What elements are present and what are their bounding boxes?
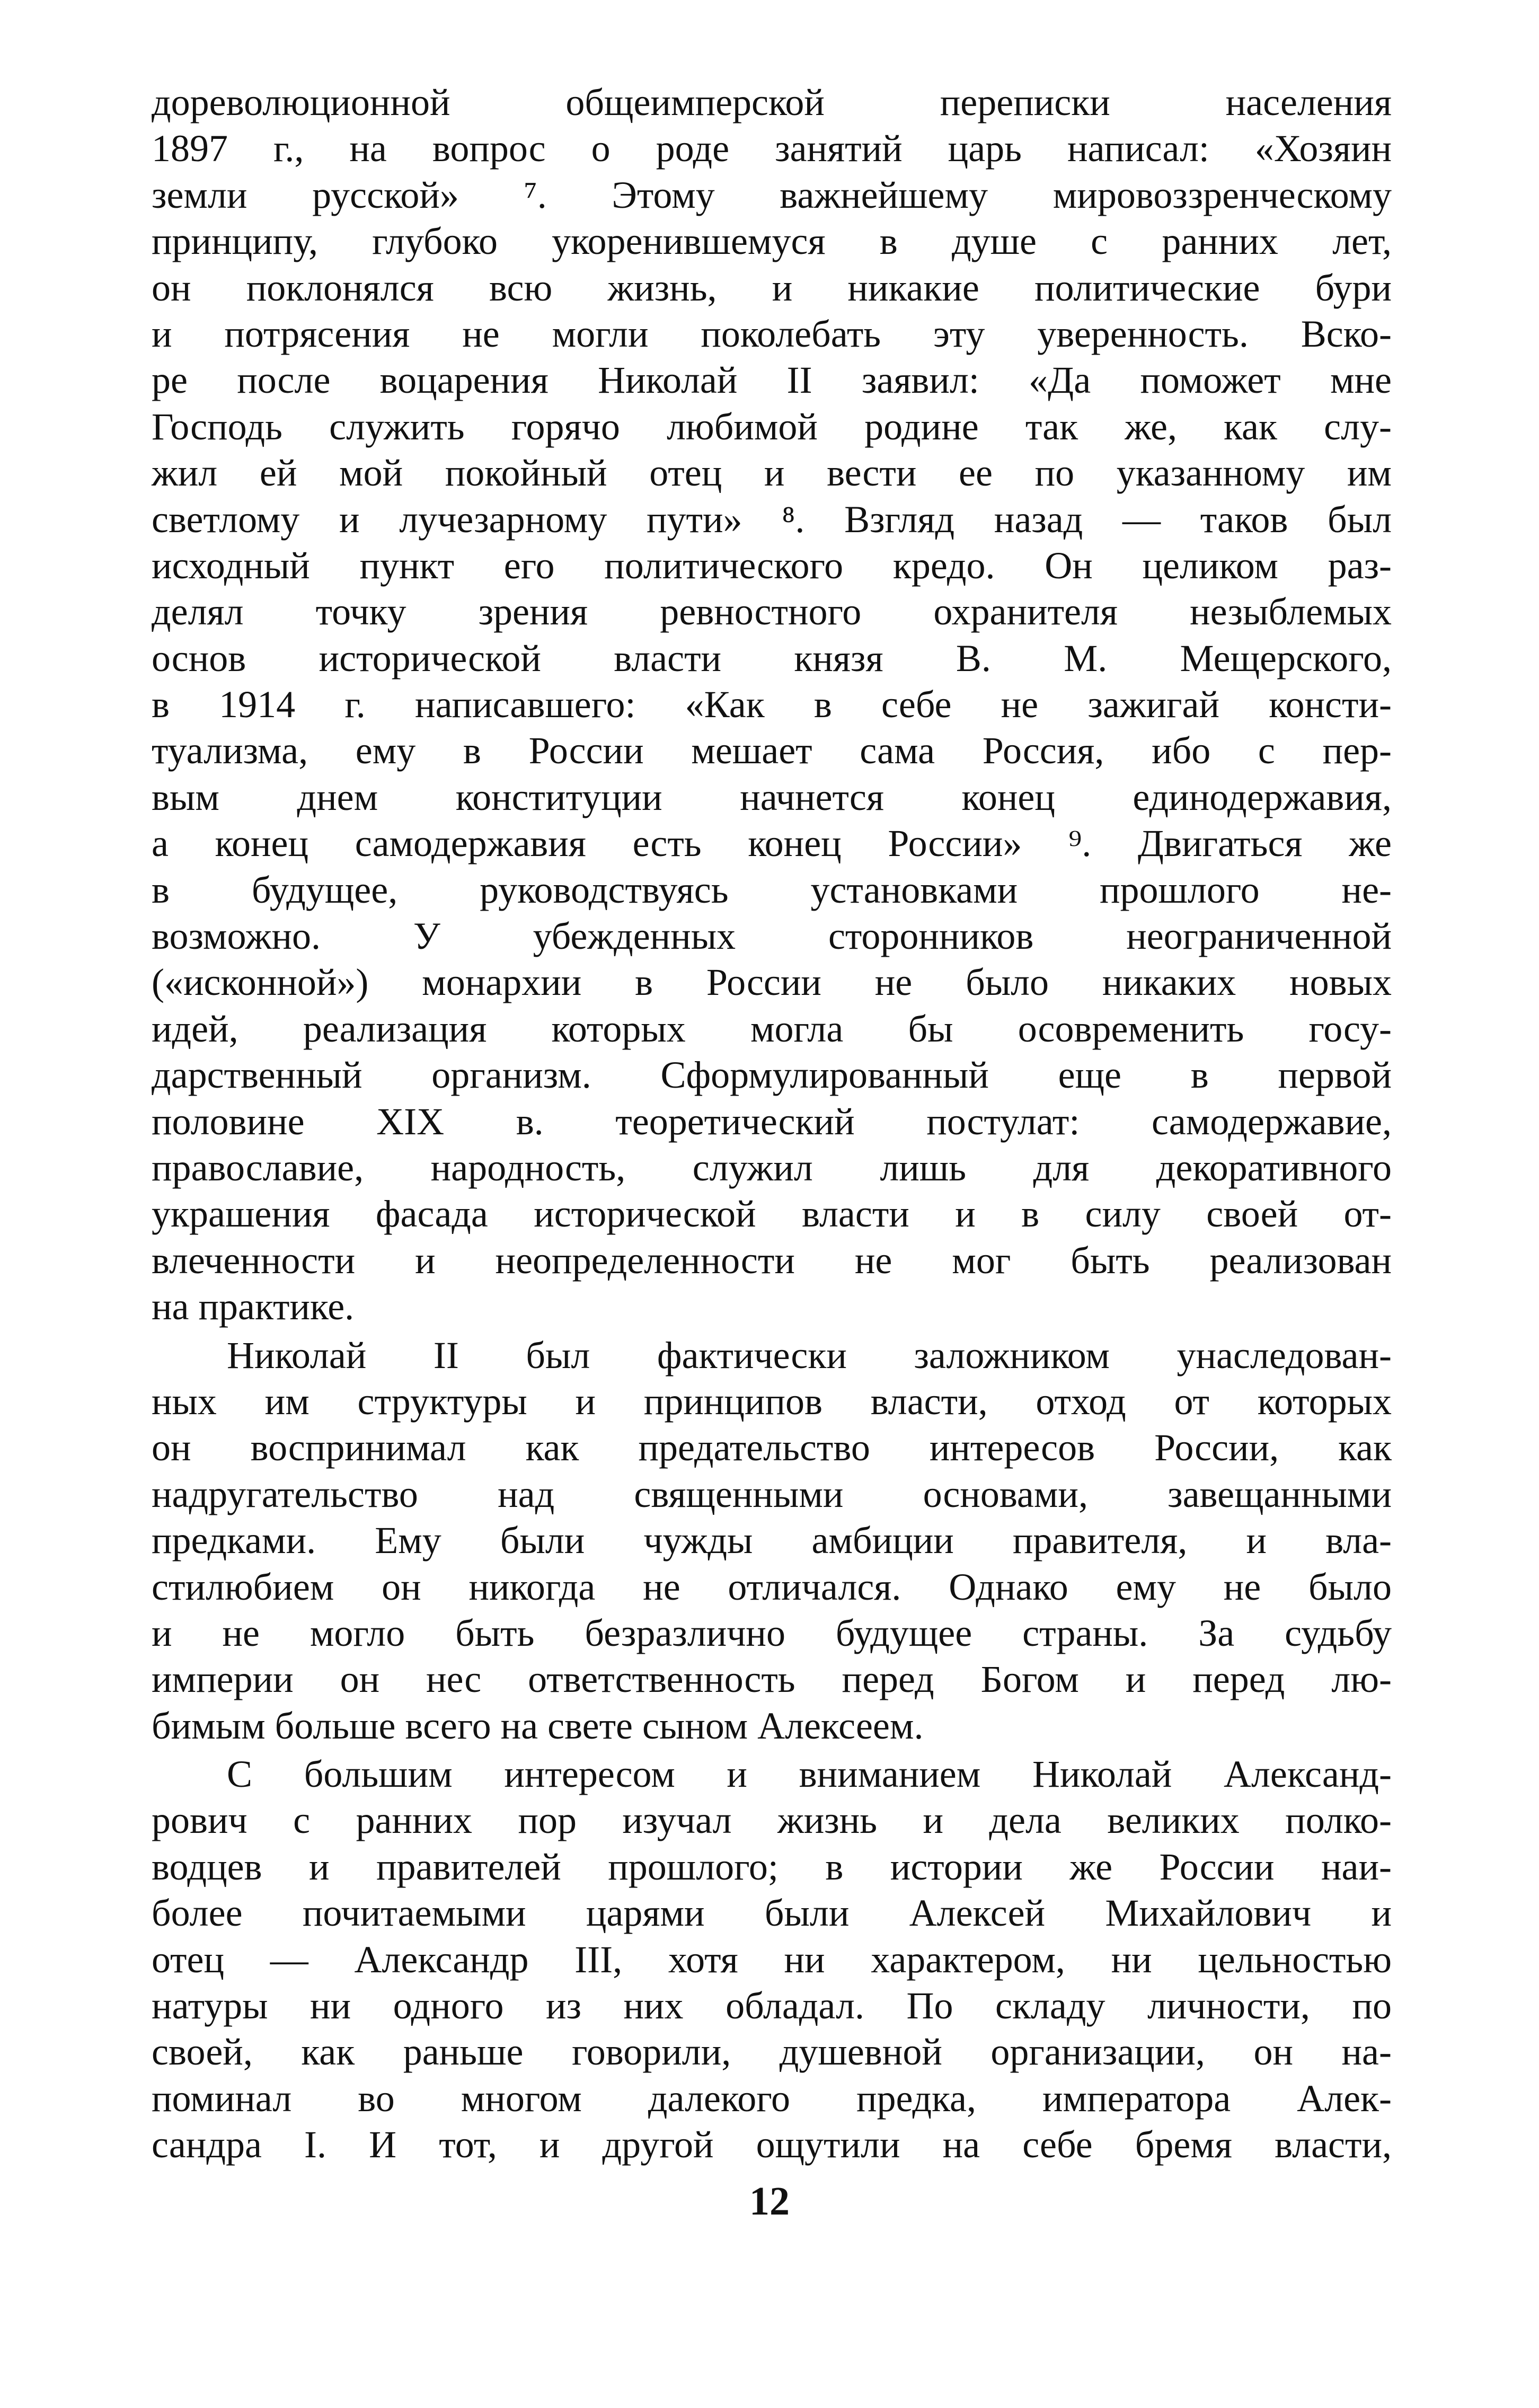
paragraph-1 bbox=[152, 80, 1392, 1330]
text-line: С большим интересом и вниманием Николай Александ- bbox=[227, 1753, 1392, 1796]
text-line: надругательство над священными основами, завещанными bbox=[152, 1472, 1392, 1515]
text-line: влеченности и неопределенности не мог быть реализован bbox=[152, 1239, 1392, 1282]
page-number: 12 bbox=[749, 2179, 790, 2224]
paragraph-2 bbox=[152, 1333, 1392, 1750]
text-line: своей, как раньше говорили, душевной организации, он на- bbox=[152, 2031, 1392, 2074]
text-line: делял точку зрения ревностного охранителя незыблемых bbox=[152, 590, 1392, 633]
paragraph-3 bbox=[152, 1751, 1392, 2168]
text-line: а конец самодержавия есть конец России» ⁹. Двигаться же bbox=[152, 822, 1392, 865]
text-line: идей, реализация которых могла бы осовременить госу- bbox=[152, 1007, 1392, 1050]
text-line: водцев и правителей прошлого; в истории же России наи- bbox=[152, 1845, 1392, 1888]
text-line: половине XIX в. теоретический постулат: самодержавие, bbox=[152, 1100, 1392, 1143]
text-line: 1897 г., на вопрос о роде занятий царь написал: «Хозяин bbox=[152, 127, 1392, 170]
text-line: поминал во многом далекого предка, императора Алек- bbox=[152, 2077, 1392, 2120]
text-line: в 1914 г. написавшего: «Как в себе не зажигай консти- bbox=[152, 683, 1392, 726]
text-line: он поклонялся всю жизнь, и никакие политические бури bbox=[152, 266, 1392, 309]
text-line: и потрясения не могли поколебать эту уверенность. Вско- bbox=[152, 312, 1392, 355]
text-line: Николай II был фактически заложником унаследован- bbox=[227, 1334, 1392, 1377]
text-line: исходный пункт его политического кредо. Он целиком раз- bbox=[152, 544, 1392, 587]
text-line: натуры ни одного из них обладал. По складу личности, по bbox=[152, 1984, 1392, 2027]
text-line: православие, народность, служил лишь для декоративного bbox=[152, 1146, 1392, 1189]
text-line: сандра I. И тот, и другой ощутили на себе бремя власти, bbox=[152, 2123, 1392, 2166]
text-line: светлому и лучезарному пути» ⁸. Взгляд назад — таков был bbox=[152, 498, 1392, 541]
text-line: и не могло быть безразлично будущее страны. За судьбу bbox=[152, 1611, 1392, 1654]
text-line: («исконной») монархии в России не было никаких новых bbox=[152, 961, 1392, 1004]
text-line: украшения фасада исторической власти и в силу своей от- bbox=[152, 1193, 1392, 1236]
text-line: отец — Александр III, хотя ни характером, ни цельностью bbox=[152, 1938, 1392, 1981]
text-line: вым днем конституции начнется конец единодержавия, bbox=[152, 775, 1392, 818]
text-line: на практике. bbox=[152, 1285, 355, 1328]
text-line: дореволюционной общеимперской переписки населения bbox=[152, 81, 1392, 124]
text-line: Господь служить горячо любимой родине так же, как слу- bbox=[152, 405, 1392, 448]
text-line: более почитаемыми царями были Алексей Михайлович и bbox=[152, 1892, 1392, 1935]
text-line: дарственный организм. Сформулированный еще в первой bbox=[152, 1054, 1392, 1097]
text-line: империи он нес ответственность перед Богом и перед лю- bbox=[152, 1658, 1392, 1701]
text-line: рович с ранних пор изучал жизнь и дела великих полко- bbox=[152, 1799, 1392, 1842]
text-line: ных им структуры и принципов власти, отход от которых bbox=[152, 1380, 1392, 1423]
text-line: он воспринимал как предательство интересов России, как bbox=[152, 1426, 1392, 1469]
text-line: принципу, глубоко укоренившемуся в душе с ранних лет, bbox=[152, 220, 1392, 263]
text-line: туализма, ему в России мешает сама Россия, ибо с пер- bbox=[152, 729, 1392, 772]
text-line: ре после воцарения Николай II заявил: «Да поможет мне bbox=[152, 359, 1392, 402]
text-line: возможно. У убежденных сторонников неограниченной bbox=[152, 915, 1392, 958]
text-line: основ исторической власти князя В. М. Мещерского, bbox=[152, 637, 1392, 680]
text-line: стилюбием он никогда не отличался. Однако ему не было bbox=[152, 1565, 1392, 1608]
text-line: жил ей мой покойный отец и вести ее по указанному им bbox=[152, 452, 1392, 495]
text-line: земли русской» ⁷. Этому важнейшему мировоззренческому bbox=[152, 173, 1392, 216]
text-line: бимым больше всего на свете сыном Алексеем. bbox=[152, 1704, 924, 1747]
text-line: предками. Ему были чужды амбиции правителя, и вла- bbox=[152, 1519, 1392, 1562]
page-body bbox=[152, 80, 1392, 2168]
text-line: в будущее, руководствуясь установками прошлого не- bbox=[152, 868, 1392, 911]
